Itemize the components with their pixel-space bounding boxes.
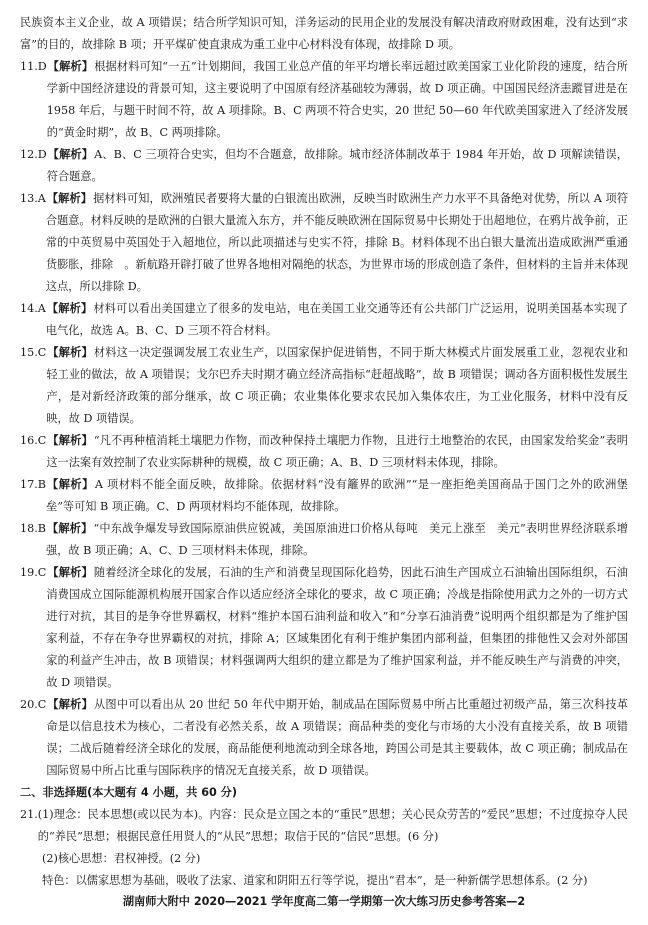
- answer-16: [20, 430, 628, 474]
- answer-number: 18.B: [20, 522, 47, 535]
- answer-13: [20, 188, 628, 298]
- answer-text: 根据材料可知“一五”计划期间，我国工业总产值的年平均增长率远超过欧美国家工业化阶段的速度，结合所学新中国经济建设的背景可知，这主要说明了中国原有经济基础较为薄弱，故 D 项正确。中国国民经济恚蹤冒进是在 1958 年后，与题干时间不符，故 A 项排除。B、C 两项不符合史实，20 世纪 50—60 年代欧美国家进入了经济发展的“黄金时期”，故 B、C 两项排除。: [46, 60, 628, 139]
- answer-body: [47, 144, 628, 188]
- analysis-tag: 【解析】: [47, 566, 93, 579]
- answer-text: A、B、C 三项符合史实，但均不合题意，故排除。城市经济体制改革于 1984 年开始，故 D 项解读错误，符合题意。: [46, 148, 628, 183]
- answer-number: 15.C: [20, 346, 47, 359]
- answer-text: 材料这一决定强调发展工农业生产，以国家保护促进销售，不同于斯大林模式片面发展重工业，忽视农业和轻工业的做法，故 A 项错误；戈尔巴乔夫时期才确立经济高指标“赶超战略”，故 B 项错误；调动各方面积极性发展生产，是对新经济政策的部分继承，故 C 项正确；农业集体化要求农民加入集体农庄，为工业化服务，材料中没有反映，故 D 项错误。: [46, 346, 628, 425]
- answer-number: 20.C: [20, 698, 47, 711]
- analysis-tag: 【解析】: [47, 698, 93, 711]
- answer-15: [20, 342, 628, 430]
- answer-number: 21.: [20, 808, 38, 821]
- answer-11: [20, 56, 628, 144]
- answer-body: [46, 188, 628, 298]
- answer-21-part-2-feature: 特色：以儒家思想为基础，吸收了法家、道家和阴阳五行等学说，提出“君本”，是一种新儒学思想体系。(2 分): [42, 874, 588, 887]
- answer-text: 据材料可知，欧洲殖民者要将大量的白银流出欧洲，反映当时欧洲生产力水平不具备绝对优势，所以 A 项符合题意。材料反映的是欧洲的白银大量流入东方，并不能反映欧洲在国际贸易中长期处于出超地位，在鸦片战争前，正常的中英贸易中英国处于入超地位，所以此项描述与史实不符，排除 B。材料体现不出白银大量流出造成欧洲严重通货膨胀，排除 。新航路开辟打破了世界各地相对隔绝的状态，为世界市场的形成创造了条件，但材料的主旨并未体现这点，所以排除 D。: [45, 192, 628, 293]
- answer-body: [46, 562, 628, 694]
- analysis-tag: 【解析】: [47, 478, 94, 491]
- answer-12: [20, 144, 628, 188]
- answer-20: [20, 694, 628, 782]
- answer-number: 17.B: [20, 478, 47, 491]
- answer-body: [47, 56, 628, 144]
- analysis-tag: 【解析】: [47, 346, 93, 359]
- answer-body: (1)理念：民本思想(或以民为本)。内容：民众是立国之本的“重民”思想；关心民众劳苦的“爱民”思想；不过度掠夺人民的“养民”思想；根据民意任用贤人的“从民”思想；取信于民的“信民”思想。(6 分): [37, 808, 628, 843]
- answer-number: 11.D: [20, 60, 47, 73]
- answer-text: A 项材料不能全面反映，故排除。依据材料“没有籬界的欧洲”“是一座拒绝美国商品于国门之外的欧洲堡垒”等可知 B 项正确。C、D 两项材料均不能体现，故排除。: [46, 478, 628, 513]
- answer-17: [20, 474, 628, 518]
- answer-body: [46, 298, 628, 342]
- analysis-tag: 【解析】: [46, 302, 93, 315]
- analysis-tag: 【解析】: [46, 192, 93, 205]
- answer-text: 材料可以看出美国建立了很多的发电站，电在美国工业交通等还有公共部门广泛运用，说明美国基本实现了电气化，故选 A。B、C、D 三项不符合材料。: [45, 302, 628, 337]
- answer-text: “凡不再种植消耗土壤肥力作物，而改种保持土壤肥力作物，且进行土地整治的农民，由国家发给奖金”表明这一法案有效控制了农业实际耕种的规模，故 C 项正确；A、B、D 三项材料未体现，排除。: [46, 434, 628, 469]
- answer-number: 19.C: [20, 566, 47, 579]
- answer-19: [20, 562, 628, 694]
- answer-number: 14.A: [20, 302, 46, 315]
- answer-text: “中东战争爆发导致国际原油供应锐减，美国原油进口价格从每吨 美元上涨至 美元”表明世界经济联系增强，故 B 项正确；A、C、D 三项材料未体现，排除。: [46, 522, 628, 557]
- answer-14: [20, 298, 628, 342]
- analysis-tag: 【解析】: [47, 148, 94, 161]
- answer-body: [46, 474, 628, 518]
- answer-body: [46, 518, 628, 562]
- answer-body: [46, 342, 628, 430]
- section-heading: 二、非选择题(本大题有 4 小题，共 60 分): [20, 786, 237, 799]
- answer-text: 随着经济全球化的发展，石油的生产和消费呈现国际化趋势，因此石油生产国成立石油输出国际组织，石油消费国成立国际能源机构展开国家合作以适应经济全球化的要求，故 C 项正确；冷战是指除使用武力之外的一切方式进行对抗，其目的是争夺世界霸权，材料“维护本国石油利益和收入”和“分享石油消费”说明两个组织都是为了维护国家利益，不存在争夺世界霸权的对抗，排除 A；区域集团化有利于维护集团内部利益，但集团的排他性又会对外部国家的利益产生冲击，故 B 项错误；材料强调两大组织的建立都是为了维护国家利益，并不能反映生产与消费的冲突，故 D 项错误。: [46, 566, 628, 689]
- answer-number: 12.D: [20, 148, 47, 161]
- analysis-tag: 【解析】: [47, 522, 93, 535]
- analysis-tag: 【解析】: [47, 434, 93, 447]
- answer-number: 16.C: [20, 434, 47, 447]
- page-footer: 湖南师大附中 2020—2021 学年度高二第一学期第一次大练习历史参考答案—2: [122, 895, 526, 908]
- answer-text: 从图中可以看出从 20 世纪 50 年代中期开始，制成品在国际贸易中所占比重超过初级产品，第三次科技革命是以信息技术为核心，二者没有必然关系，故 A 项错误；商品种类的变化与市场的大小没有直接关系，故 B 项错误；二战后随着经济全球化的发展，商品能便利地流动到全球各地，跨国公司是其主要载体，故 C 项正确；制成品在国际贸易中所占比重与国际秩序的情况无直接关系，故 D 项错误。: [46, 698, 628, 777]
- answer-21-part-2: (2)核心思想：君权神授。(2 分): [42, 852, 201, 865]
- answer-body: [46, 430, 628, 474]
- answer-18: [20, 518, 628, 562]
- answer-body: [46, 694, 628, 782]
- continued-explanation: 民族资本主义企业，故 A 项错误；结合所学知识可知，洋务运动的民用企业的发展没有解决清政府财政困难，没有达到“求富”的目的，故排除 B 项；开平煤矿使直隶成为重工业中心材料没有体现，故排除 D 项。: [20, 16, 628, 51]
- answer-content: [20, 12, 628, 892]
- analysis-tag: 【解析】: [47, 60, 94, 73]
- answer-21: [20, 804, 628, 848]
- answer-number: 13.A: [20, 192, 46, 205]
